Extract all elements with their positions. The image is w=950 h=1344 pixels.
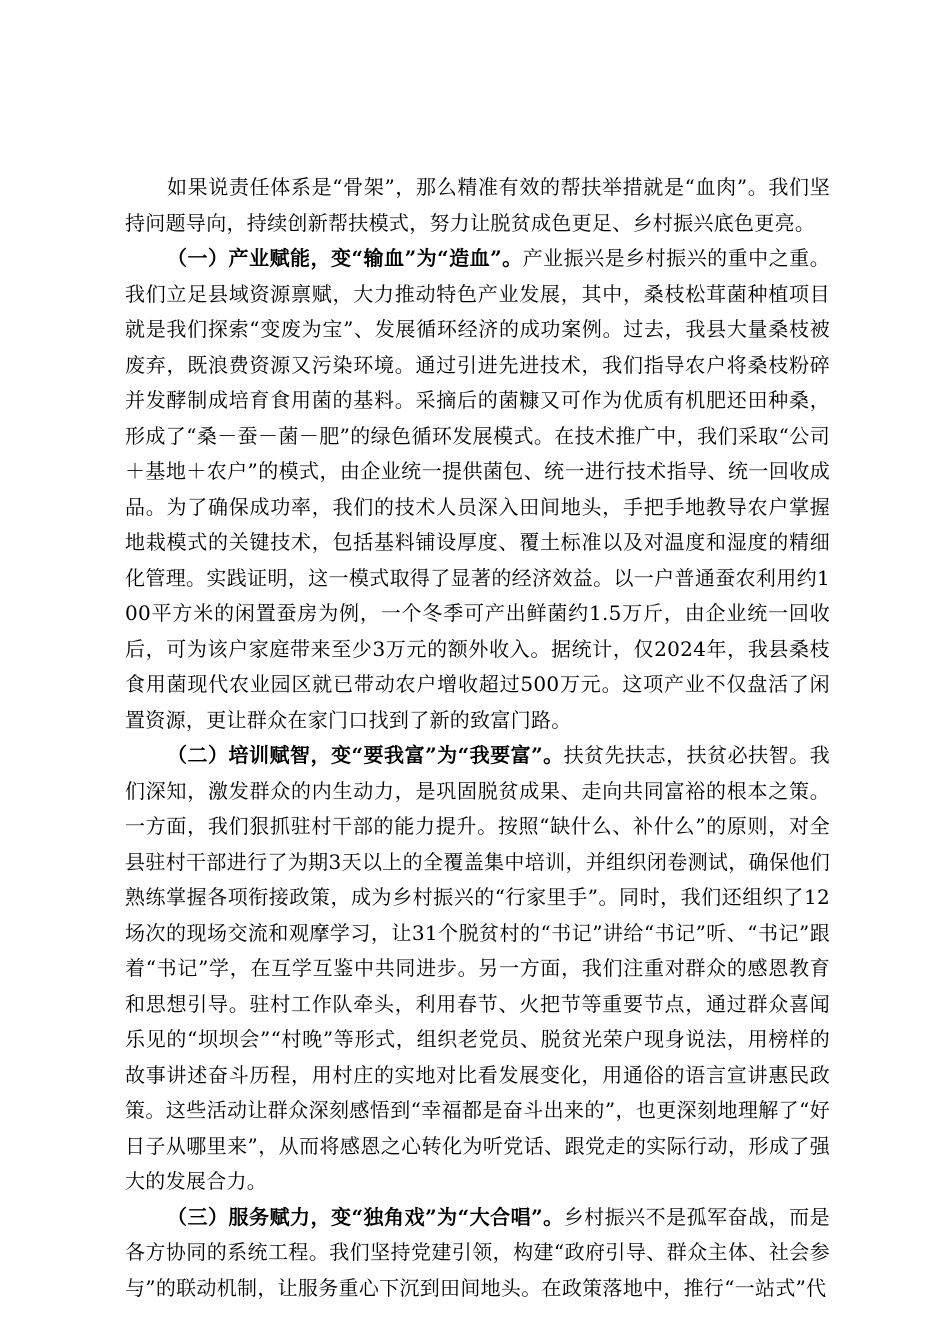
intro-paragraph: 如果说责任体系是“骨架”，那么精准有效的帮扶举措就是“血肉”。我们坚持问题导向，持续创新帮扶模式，努力让脱贫成色更足、乡村振兴底色更亮。 <box>125 175 830 235</box>
section-1-body: 产业振兴是乡村振兴的重中之重。我们立足县域资源禀赋，大力推动特色产业发展，其中，桑枝松茸菌种植项目就是我们探索“变废为宝”、发展循环经济的成功案例。过去，我县大量桑枝被废弃，既浪费资源又污染环境。通过引进先进技术，我们指导农户将桑枝粉碎并发酵制成培育食用菌的基料。采摘后的菌糠又可作为优质有机肥还田种桑，形成了“桑－蚕－菌－肥”的绿色循环发展模式。在技术推广中，我们采取“公司＋基地＋农户”的模式，由企业统一提供菌包、统一进行技术指导、统一回收成品。为了确保成功率，我们的技术人员深入田间地头，手把手地教导农户掌握地栽模式的关键技术，包括基料铺设厚度、覆土标准以及对温度和湿度的精细化管理。实践证明，这一模式取得了显著的经济效益。以一户普通蚕农利用约100平方米的闲置蚕房为例，一个冬季可产出鲜菌约1.5万斤，由企业统一回收后，可为该户家庭带来至少3万元的额外收入。据统计，仅2024年，我县桑枝食用菌现代农业园区就已带动农户增收超过500万元。这项产业不仅盘活了闲置资源，更让群众在家门口找到了新的致富门路。 <box>125 246 831 732</box>
section-1-paragraph <box>125 241 830 738</box>
section-2-paragraph <box>125 738 830 1200</box>
section-3-paragraph <box>125 1200 830 1307</box>
section-1-heading: （一）产业赋能，变“输血”为“造血”。 <box>167 246 523 270</box>
document-body <box>125 170 830 1306</box>
section-2-body: 扶贫先扶志，扶贫必扶智。我们深知，激发群众的内生动力，是巩固脱贫成果、走向共同富裕的根本之策。一方面，我们狠抓驻村干部的能力提升。按照“缺什么、补什么”的原则，对全县驻村干部进行了为期3天以上的全覆盖集中培训，并组织闭卷测试，确保他们熟练掌握各项衔接政策，成为乡村振兴的“行家里手”。同时，我们还组织了12场次的现场交流和观摩学习，让31个脱贫村的“书记”讲给“书记”听、“书记”跟着“书记”学，在互学互鉴中共同进步。另一方面，我们注重对群众的感恩教育和思想引导。驻村工作队牵头，利用春节、火把节等重要节点，通过群众喜闻乐见的“坝坝会”“村晚”等形式，组织老党员、脱贫光荣户现身说法，用榜样的故事讲述奋斗历程，用村庄的实地对比看发展变化，用通俗的语言宣讲惠民政策。这些活动让群众深刻感悟到“幸福都是奋斗出来的”，也更深刻地理解了“好日子从哪里来”，从而将感恩之心转化为听党话、跟党走的实际行动，形成了强大的发展合力。 <box>125 743 830 1193</box>
section-2-heading: （二）培训赋智，变“要我富”为“我要富”。 <box>167 743 564 767</box>
section-3-body: 乡村振兴不是孤军奋战，而是各方协同的系统工程。我们坚持党建引领，构建“政府引导、群众主体、社会参与”的联动机制，让服务重心下沉到田间地头。在政策落地中，推行“一站式”代 <box>125 1204 830 1300</box>
section-3-heading: （三）服务赋力，变“独角戏”为“大合唱”。 <box>167 1204 564 1229</box>
